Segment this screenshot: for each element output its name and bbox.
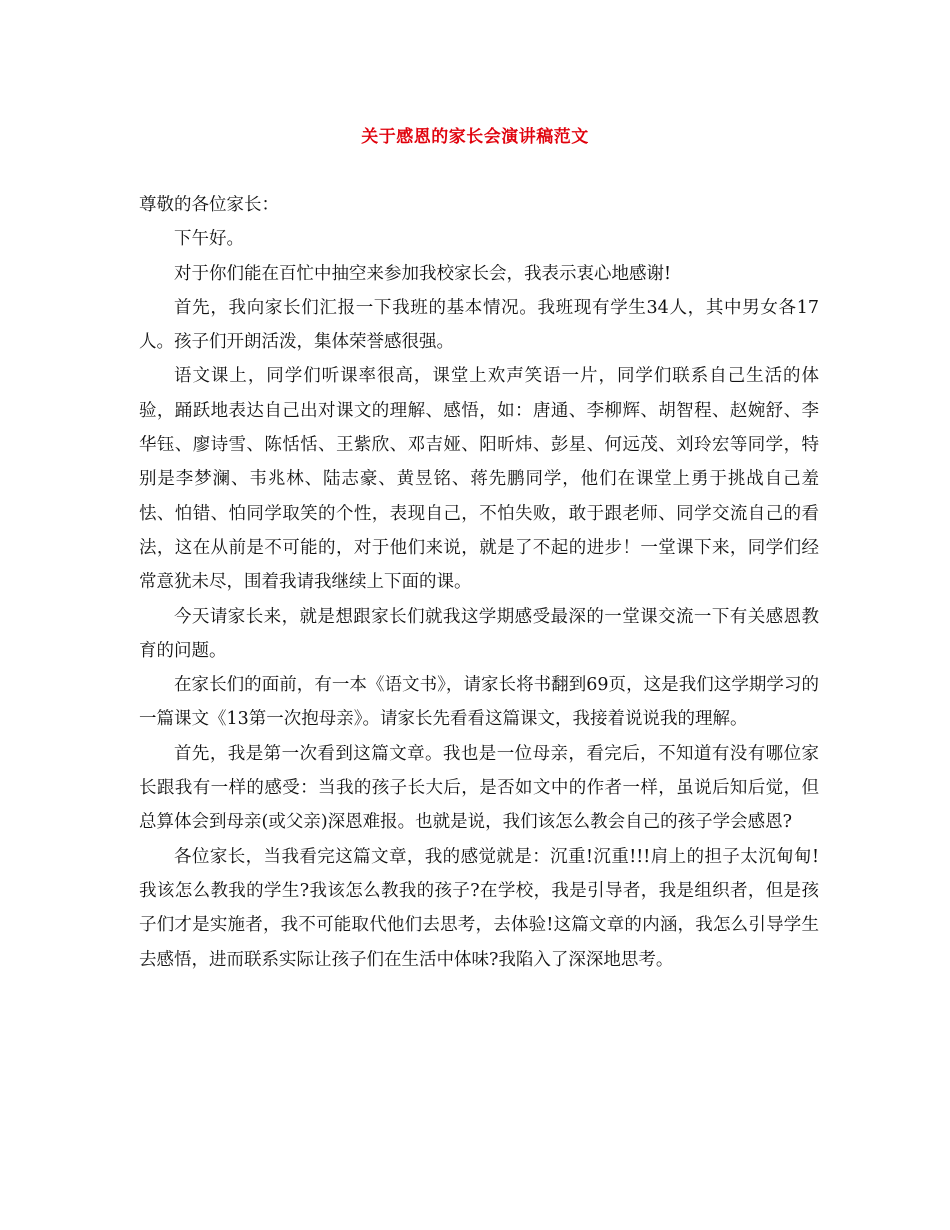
paragraph-purpose: 今天请家长来，就是想跟家长们就我这学期感受最深的一堂课交流一下有关感恩教育的问题。: [139, 606, 819, 661]
paragraph-reflection: 各位家长，当我看完这篇文章，我的感觉就是：沉重!沉重!!!肩上的担子太沉甸甸!我该怎么教我的学生?我该怎么教我的孩子?在学校，我是引导者，我是组织者，但是孩子们才是实施者，我不可能取代他们去思考，去体验!这篇文章的内涵，我怎么引导学生去感悟，进而联系实际让孩子们在生活中体味?我陷入了深深地思考。: [139, 846, 819, 970]
document-title: 关于感恩的家长会演讲稿范文: [361, 127, 589, 147]
paragraph-chinese-class: 语文课上，同学们听课率很高，课堂上欢声笑语一片，同学们联系自己生活的体验，踊跃地表达自己出对课文的理解、感悟，如：唐通、李柳辉、胡智程、赵婉舒、李华钰、廖诗雪、陈恬恬、王紫欣、邓吉娅、阳昕炜、彭星、何远茂、刘玲宏等同学，特别是李梦澜、韦兆林、陆志豪、黄昱铭、蒋先鹏同学，他们在课堂上勇于挑战自己羞怯、怕错、怕同学取笑的个性，表现自己，不怕失败，敢于跟老师、同学交流自己的看法，这在从前是不可能的，对于他们来说，就是了不起的进步！一堂课下来，同学们经常意犹未尽，围着我请我继续上下面的课。: [139, 366, 819, 593]
paragraph-greeting: 下午好。: [174, 229, 244, 250]
document-body: [139, 188, 819, 977]
salutation: 尊敬的各位家长：: [139, 195, 279, 215]
paragraph-class-overview: 首先，我向家长们汇报一下我班的基本情况。我班现有学生34人，其中男女各17人。孩子们开朗活泼，集体荣誉感很强。: [139, 297, 819, 353]
paragraph-textbook: 在家长们的面前，有一本《语文书》，请家长将书翻到69页，这是我们这学期学习的一篇课文《13第一次抱母亲》。请家长先看看这篇课文，我接着说说我的理解。: [139, 675, 819, 730]
paragraph-thanks: 对于你们能在百忙中抽空来参加我校家长会，我表示衷心地感谢!: [174, 263, 672, 284]
paragraph-understanding: 首先，我是第一次看到这篇文章。我也是一位母亲，看完后，不知道有没有哪位家长跟我有一样的感受：当我的孩子长大后，是否如文中的作者一样，虽说后知后觉，但总算体会到母亲(或父亲)深恩难报。也就是说，我们该怎么教会自己的孩子学会感恩?: [139, 743, 819, 833]
